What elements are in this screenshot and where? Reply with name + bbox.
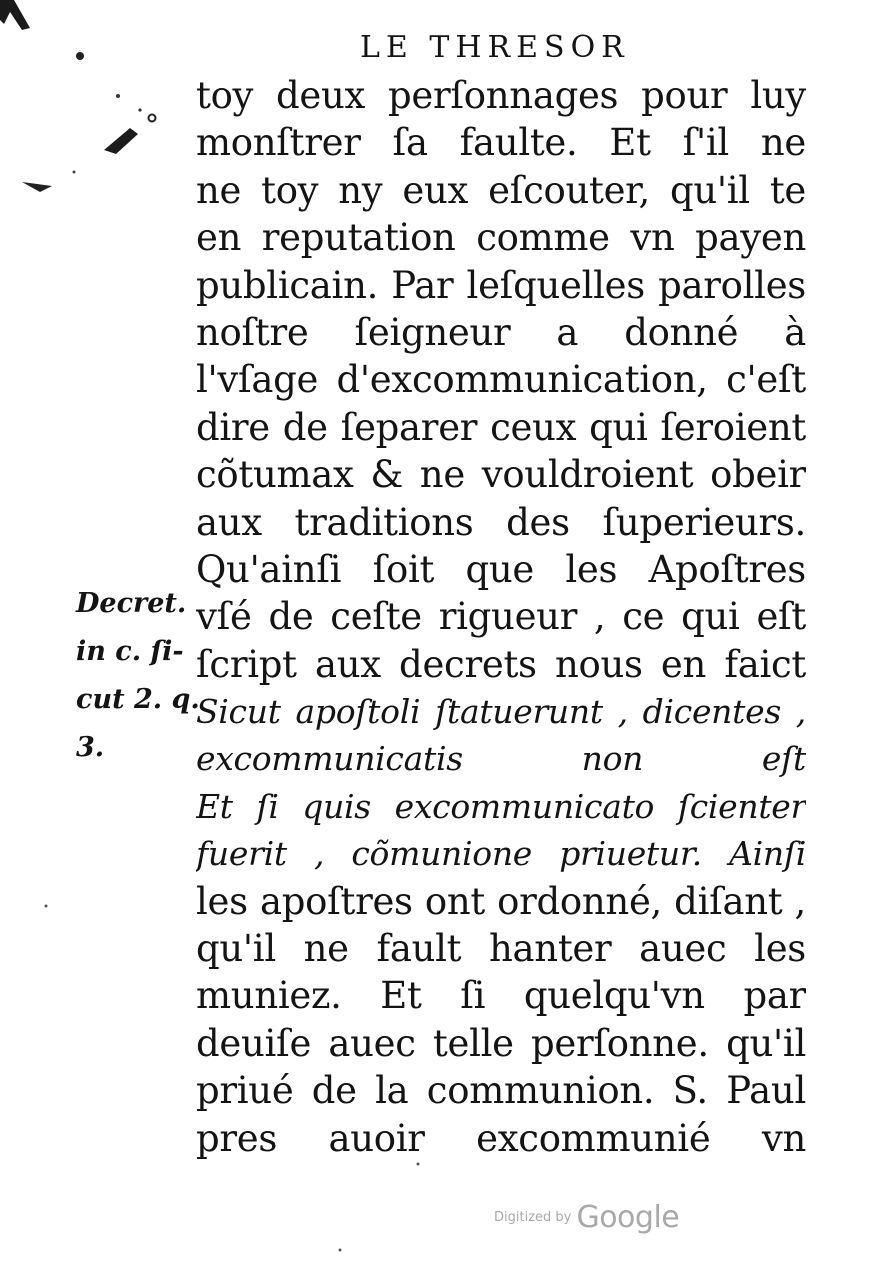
- text-line: deuiſe auec telle perſonne. qu'il: [196, 1021, 806, 1065]
- text-line: ſcript aux decrets nous en faict: [196, 642, 806, 686]
- text-line: aux traditions des ſuperieurs.: [196, 500, 806, 544]
- text-line: qu'il ne fault hanter auec les: [196, 927, 806, 971]
- text-line: vſé de ceſte rigueur , ce qui eſt: [196, 595, 806, 639]
- margin-note-line: in c. ſi-: [76, 636, 184, 667]
- text-line: muniez. Et ſi quelqu'vn par: [196, 974, 806, 1018]
- text-line: Et ſi quis excommunicato ſcienter: [196, 786, 806, 826]
- text-line: toy deux perſonnages pour luy: [196, 74, 806, 117]
- text-line: Sicut apoſtoli ſtatuerunt , dicentes ,: [196, 692, 806, 732]
- margin-note: [76, 580, 200, 772]
- text-line: pres auoir excommunié vn: [196, 1116, 806, 1160]
- text-line: noſtre ſeigneur a donné à: [196, 310, 806, 354]
- text-line: l'vſage d'excommunication, c'eſt: [196, 358, 806, 402]
- margin-note-line: 3.: [76, 732, 105, 763]
- body-text: [196, 72, 806, 1162]
- google-logo: Google: [576, 1200, 680, 1235]
- text-line: les apoſtres ont ordonné, diſant ,: [196, 879, 806, 923]
- margin-note-line: Decret.: [76, 588, 187, 619]
- running-head: LE THRESOR: [360, 30, 630, 65]
- text-line: en reputation comme vn payen: [196, 216, 806, 260]
- text-line: dire de ſeparer ceux qui ſeroient: [196, 405, 806, 449]
- text-line: priué de la communion. S. Paul: [196, 1069, 806, 1113]
- text-line: ne toy ny eux eſcouter, qu'il te: [196, 168, 806, 212]
- text-line: monſtrer ſa faulte. Et ſ'il ne: [196, 121, 806, 165]
- watermark-small-text: Digitized by: [494, 1210, 572, 1225]
- digitized-watermark: [494, 1200, 679, 1235]
- text-line: publicain. Par leſquelles parolles: [196, 263, 806, 307]
- text-line: cõtumax & ne vouldroient obeir: [196, 453, 806, 497]
- margin-note-line: cut 2. q.: [76, 684, 200, 715]
- text-line: Qu'ainſi ſoit que les Apoſtres: [196, 547, 806, 591]
- text-line: fuerit , cõmunione priuetur. Ainſi: [196, 834, 806, 874]
- text-line: excommunicatis non eſt: [196, 739, 806, 779]
